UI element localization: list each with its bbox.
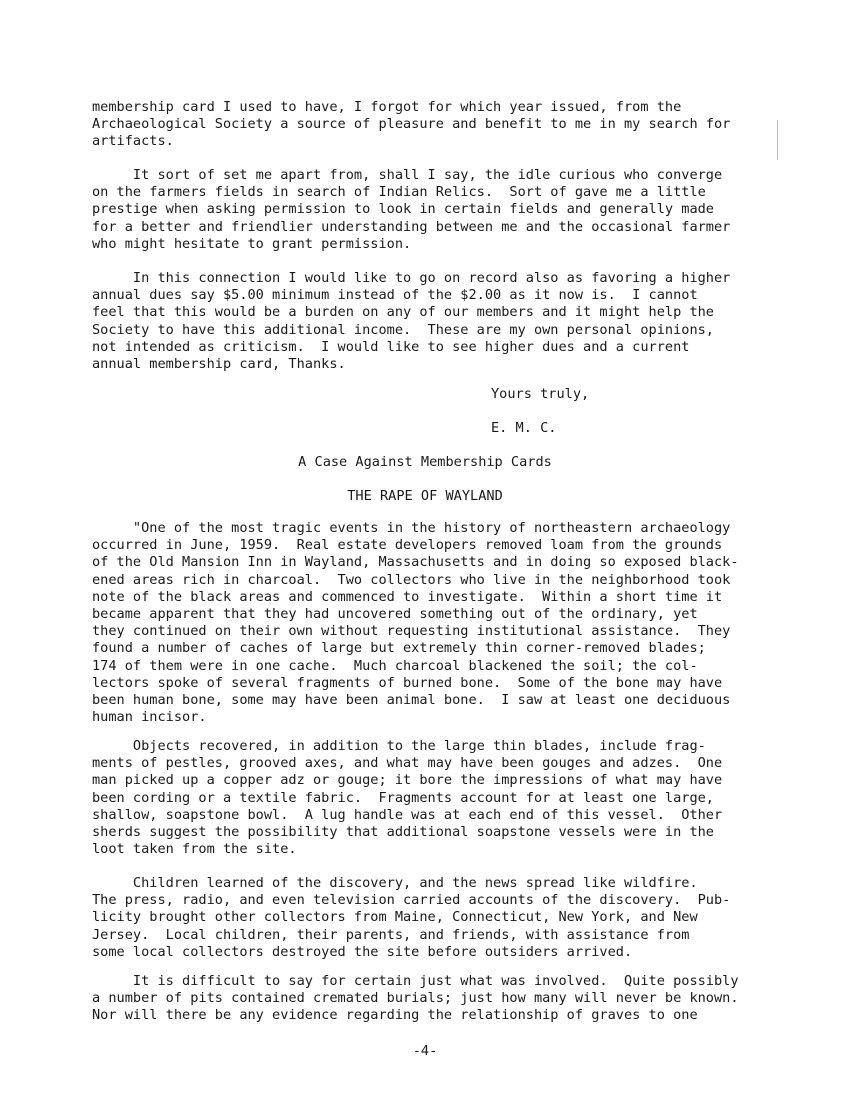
letter-paragraph-1: membership card I used to have, I forgot for which year issued, from the Archaeological Society a source of pleasure and benefit to me in my search for artifacts.	[92, 99, 731, 150]
letter-paragraph-2: It sort of set me apart from, shall I say, the idle curious who converge on the farmers fields in search of Indian Relics. Sort of gave me a little prestige when asking permission to look in certain fields and generally made for a better and friendlier understanding between me and the occasional farmer who might hesitate to grant permission.	[92, 167, 731, 252]
article-title: THE RAPE OF WAYLAND	[347, 488, 503, 504]
article-paragraph-2: Objects recovered, in addition to the large thin blades, include frag- ments of pestles, grooved axes, and what may have been gouges and adzes. One man picked up a copper adz or gouge; it bore the impressions of what may have been cording or a textile fabric. Fragments account for at least one large, shallow, soapstone bowl. A lug handle was at each end of this vessel. Other sherds suggest the possibility that additional soapstone vessels were in the loot taken from the site.	[92, 738, 723, 858]
letter-closing: Yours truly,	[491, 386, 590, 402]
article-paragraph-3: Children learned of the discovery, and the news spread like wildfire. The press, radio, and even television carried accounts of the discovery. Pub- licity brought other collectors from Maine, Connecticut, New York, and New Jersey. Local children, their parents, and friends, with assistance from some local collectors destroyed the site before outsiders arrived.	[92, 875, 731, 960]
scan-edge-mark	[777, 120, 778, 160]
letter-paragraph-3: In this connection I would like to go on record also as favoring a higher annual dues say $5.00 minimum instead of the $2.00 as it now is. I cannot feel that this would be a burden on any of our members and it might help the Society to have this additional income. These are my own personal opinions, not intended as criticism. I would like to see higher dues and a current annual membership card, Thanks.	[92, 270, 731, 373]
letter-signature: E. M. C.	[491, 420, 557, 436]
article-paragraph-4: It is difficult to say for certain just what was involved. Quite possibly a number of pits contained cremated burials; just how many will never be known. Nor will there be any evidence regarding the relationship of graves to one	[92, 973, 739, 1024]
article-heading: A Case Against Membership Cards	[298, 454, 552, 470]
page-number: -4-	[412, 1043, 438, 1059]
article-paragraph-1: "One of the most tragic events in the history of northeastern archaeology occurred in June, 1959. Real estate developers removed loam from the grounds of the Old Mansion Inn in Wayland, Massachusetts and in doing so exposed black- ened areas rich in charcoal. Two collectors who live in the neighborhood took note of the black areas and commenced to investigate. Within a short time it became apparent that they had uncovered something out of the ordinary, yet they continued on their own without requesting institutional assistance. They found a number of caches of large but extremely thin corner-removed blades; 174 of them were in one cache. Much charcoal blackened the soil; the col- lectors spoke of several fragments of burned bone. Some of the bone may have been human bone, some may have been animal bone. I saw at least one deciduous human incisor.	[92, 520, 739, 726]
